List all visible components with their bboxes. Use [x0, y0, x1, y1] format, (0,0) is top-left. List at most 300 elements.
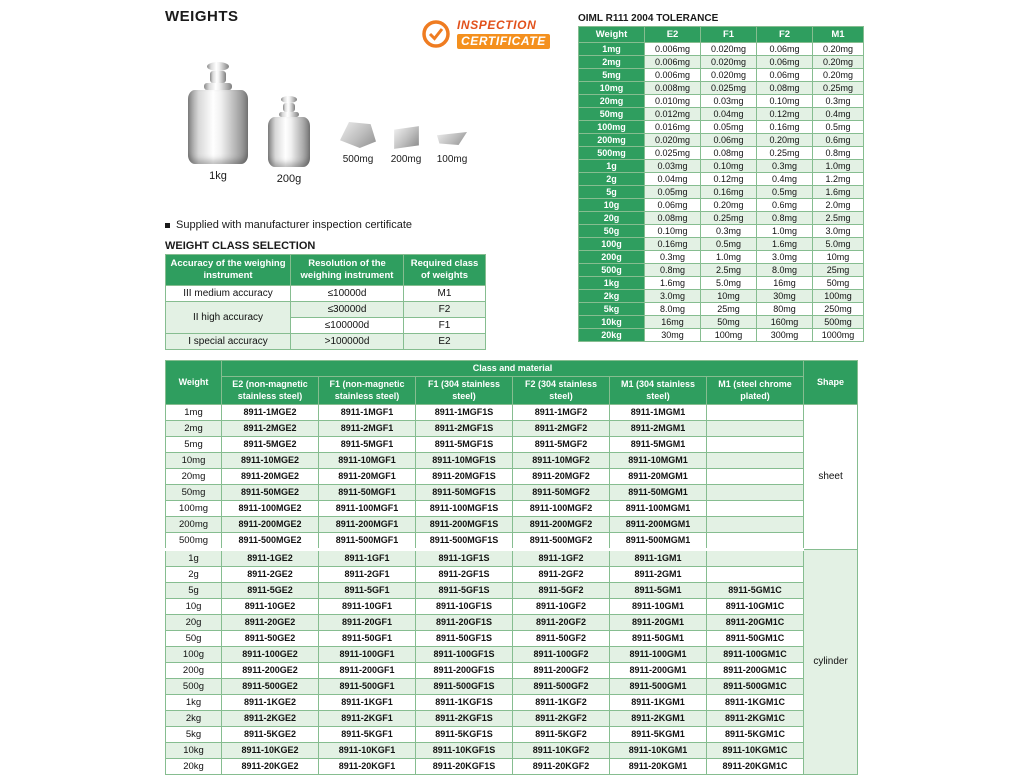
table-cell: 0.12mg	[757, 108, 813, 121]
table-cell: 8911-5KGF1	[319, 726, 416, 742]
feature-bullet	[165, 219, 412, 231]
table-cell: 1g	[166, 549, 222, 566]
weight-label-200mg: 200mg	[390, 154, 422, 165]
table-cell: 8911-1MGF2	[513, 404, 610, 420]
table-cell: 8911-100GM1	[610, 646, 707, 662]
table-cell: 8911-1MGE2	[222, 404, 319, 420]
table-cell: 1.0mg	[757, 225, 813, 238]
table-cell: 2.0mg	[813, 199, 864, 212]
table-cell: 8911-50GF1S	[416, 630, 513, 646]
table-cell: 8911-10MGF1	[319, 452, 416, 468]
table-cell: 8911-50MGE2	[222, 484, 319, 500]
table-cell: 1mg	[579, 43, 645, 56]
table-cell: 8911-2GF2	[513, 566, 610, 582]
feature-bullet-text: Supplied with manufacturer inspection certificate	[176, 219, 413, 231]
table-cell: 8911-2MGF1	[319, 420, 416, 436]
table-cell: 3.0mg	[757, 251, 813, 264]
weight-knob	[210, 71, 226, 83]
table-row	[166, 614, 858, 630]
table-cell: 8911-20KGM1	[610, 758, 707, 774]
table-cell: 20g	[579, 212, 645, 225]
table-cell: 8911-500MGF1S	[416, 532, 513, 549]
table-cell: 0.4mg	[757, 173, 813, 186]
table-cell: 0.04mg	[645, 173, 701, 186]
table-cell: 100g	[166, 646, 222, 662]
table-cell: 50mg	[813, 277, 864, 290]
table-cell: 8911-500GF1S	[416, 678, 513, 694]
table-row	[166, 758, 858, 774]
table-row	[579, 199, 864, 212]
table-cell: 8911-100MGF2	[513, 500, 610, 516]
table-cell: 8911-1KGM1C	[707, 694, 804, 710]
table-cell	[707, 549, 804, 566]
table-cell: 0.5mg	[757, 186, 813, 199]
table-cell: 8911-200MGF2	[513, 516, 610, 532]
table-row	[166, 436, 858, 452]
table-cell: 5kg	[579, 303, 645, 316]
table-cell: 8911-50GE2	[222, 630, 319, 646]
table-cell: 0.25mg	[757, 147, 813, 160]
table-cell: 8911-5KGE2	[222, 726, 319, 742]
table-row	[579, 238, 864, 251]
table-row	[166, 726, 858, 742]
badge-line2: CERTIFICATE	[457, 34, 550, 49]
table-cell: 0.016mg	[645, 121, 701, 134]
table-cell: 100mg	[166, 500, 222, 516]
column-header: M1 (304 stainless steel)	[610, 377, 707, 405]
table-cell: 8911-1KGF1	[319, 694, 416, 710]
table-row	[579, 147, 864, 160]
table-cell: 8911-1KGF1S	[416, 694, 513, 710]
table-row	[166, 710, 858, 726]
table-cell: 8911-500MGM1	[610, 532, 707, 549]
weight-label-200g: 200g	[276, 173, 302, 185]
table-cell: >100000d	[291, 333, 404, 349]
table-cell: 0.04mg	[701, 108, 757, 121]
table-cell: 8911-5GM1C	[707, 582, 804, 598]
table-row	[579, 251, 864, 264]
table-cell: 0.16mg	[701, 186, 757, 199]
table-cell: 8911-1KGM1	[610, 694, 707, 710]
table-cell: 10mg	[813, 251, 864, 264]
table-cell: 8911-2GF1S	[416, 566, 513, 582]
table-cell: 20kg	[166, 758, 222, 774]
column-header: Required class of weights	[404, 255, 486, 286]
table-cell: 0.020mg	[701, 56, 757, 69]
table-cell: 500mg	[166, 532, 222, 549]
table-cell: 10mg	[166, 452, 222, 468]
table-row	[579, 56, 864, 69]
table-cell: 0.20mg	[813, 56, 864, 69]
table-row	[166, 598, 858, 614]
column-header: F2	[757, 27, 813, 43]
table-cell: 8911-1GF2	[513, 549, 610, 566]
table-cell: 0.20mg	[757, 134, 813, 147]
table-cell: 0.025mg	[701, 82, 757, 95]
table-cell: 8911-2MGE2	[222, 420, 319, 436]
table-cell: 8911-20MGE2	[222, 468, 319, 484]
table-cell: 0.006mg	[645, 56, 701, 69]
table-cell: 8911-1MGF1	[319, 404, 416, 420]
table-cell: 500g	[579, 264, 645, 277]
table-cell	[707, 468, 804, 484]
table-cell: 8911-2KGM1	[610, 710, 707, 726]
table-cell: 25mg	[813, 264, 864, 277]
column-header: E2 (non-magnetic stainless steel)	[222, 377, 319, 405]
table-cell: 8911-5MGF2	[513, 436, 610, 452]
table-cell	[707, 436, 804, 452]
table-cell: 8911-20GM1	[610, 614, 707, 630]
table-cell: 8911-1GF1	[319, 549, 416, 566]
table-cell: 0.16mg	[645, 238, 701, 251]
table-row	[579, 186, 864, 199]
table-row	[166, 404, 858, 420]
table-row	[579, 134, 864, 147]
table-cell: 0.25mg	[813, 82, 864, 95]
sheet-weight-shape	[340, 122, 376, 148]
table-cell: 8911-50MGF1S	[416, 484, 513, 500]
table-cell: 8911-200GF2	[513, 662, 610, 678]
table-cell: 8911-20KGE2	[222, 758, 319, 774]
table-cell: 8911-1MGF1S	[416, 404, 513, 420]
catalog-table	[165, 360, 858, 775]
table-cell: 0.20mg	[813, 43, 864, 56]
table-cell: 5mg	[579, 69, 645, 82]
weight-body	[188, 90, 248, 164]
table-cell: 1.2mg	[813, 173, 864, 186]
table-cell: 0.25mg	[701, 212, 757, 225]
table-cell: 8911-5MGF1	[319, 436, 416, 452]
table-cell: 8911-10GF1S	[416, 598, 513, 614]
table-cell: 3.0mg	[645, 290, 701, 303]
table-cell: 8911-20KGF1S	[416, 758, 513, 774]
table-cell: 0.08mg	[757, 82, 813, 95]
table-row	[579, 290, 864, 303]
table-cell: 8911-100GF2	[513, 646, 610, 662]
table-cell: 0.020mg	[645, 134, 701, 147]
table-cell: 0.6mg	[757, 199, 813, 212]
table-cell: 0.10mg	[645, 225, 701, 238]
table-cell: 8911-2GM1	[610, 566, 707, 582]
weight-body	[268, 117, 310, 167]
table-cell: 8911-5MGM1	[610, 436, 707, 452]
table-cell: 8911-10GF2	[513, 598, 610, 614]
table-cell: 8911-50MGF2	[513, 484, 610, 500]
table-cell	[707, 516, 804, 532]
table-cell: 8911-1MGM1	[610, 404, 707, 420]
table-cell: 200g	[579, 251, 645, 264]
table-cell: 8911-20KGF2	[513, 758, 610, 774]
table-cell: 8911-50MGF1	[319, 484, 416, 500]
table-cell: 0.006mg	[645, 69, 701, 82]
column-header: Resolution of the weighing instrument	[291, 255, 404, 286]
weight-knob	[283, 103, 295, 112]
badge-line1: INSPECTION	[457, 18, 537, 32]
table-cell	[707, 420, 804, 436]
table-cell: 8911-20GF1S	[416, 614, 513, 630]
table-cell: 8911-2KGF2	[513, 710, 610, 726]
table-cell: 8911-10KGE2	[222, 742, 319, 758]
table-row	[579, 160, 864, 173]
table-cell: 8911-200GF1	[319, 662, 416, 678]
table-cell: 8911-10GF1	[319, 598, 416, 614]
column-header: Weight	[579, 27, 645, 43]
table-cell: 200g	[166, 662, 222, 678]
table-cell: 20mg	[579, 95, 645, 108]
table-cell: 0.8mg	[813, 147, 864, 160]
column-header: F1 (304 stainless steel)	[416, 377, 513, 405]
table-row	[166, 566, 858, 582]
table-cell: 8911-500MGE2	[222, 532, 319, 549]
table-cell: 8911-5GF1	[319, 582, 416, 598]
column-header: M1 (steel chrome plated)	[707, 377, 804, 405]
weight-label-100mg: 100mg	[436, 154, 468, 165]
table-row	[579, 316, 864, 329]
table-cell: 8911-500GE2	[222, 678, 319, 694]
table-cell: 0.3mg	[757, 160, 813, 173]
table-cell: 8911-50GM1	[610, 630, 707, 646]
table-cell: 30mg	[645, 329, 701, 342]
table-cell: 8911-500GM1	[610, 678, 707, 694]
table-row	[166, 301, 486, 317]
table-cell: 8911-5KGM1	[610, 726, 707, 742]
table-cell: 8911-2MGF2	[513, 420, 610, 436]
table-cell: 50mg	[701, 316, 757, 329]
table-cell: 1.6mg	[645, 277, 701, 290]
table-cell: F2	[404, 301, 486, 317]
table-row	[166, 630, 858, 646]
weight-collar	[204, 83, 232, 90]
table-cell: 8911-10MGF2	[513, 452, 610, 468]
table-cell: 8911-200GF1S	[416, 662, 513, 678]
table-cell	[707, 500, 804, 516]
table-row	[579, 82, 864, 95]
table-cell: 8911-500GF2	[513, 678, 610, 694]
table-row	[579, 43, 864, 56]
table-row	[579, 212, 864, 225]
table-row	[579, 264, 864, 277]
table-cell	[707, 484, 804, 500]
weight-knob-icon	[207, 62, 229, 71]
table-cell: 2mg	[166, 420, 222, 436]
table-cell: 8911-200GE2	[222, 662, 319, 678]
table-row	[579, 277, 864, 290]
table-cell: 0.020mg	[701, 43, 757, 56]
table-cell: 8911-50MGM1	[610, 484, 707, 500]
table-cell: 8911-200GM1	[610, 662, 707, 678]
table-cell	[707, 566, 804, 582]
table-row	[166, 662, 858, 678]
table-cell: 0.06mg	[757, 43, 813, 56]
table-cell: 20kg	[579, 329, 645, 342]
badge-text	[457, 18, 550, 50]
table-cell: 0.4mg	[813, 108, 864, 121]
table-cell: 8911-10KGF1S	[416, 742, 513, 758]
table-cell: 8911-1GM1	[610, 549, 707, 566]
table-cell: 8911-10MGM1	[610, 452, 707, 468]
table-cell: 8911-5KGF2	[513, 726, 610, 742]
table-cell: ≤10000d	[291, 285, 404, 301]
table-cell: 500mg	[579, 147, 645, 160]
table-row	[166, 582, 858, 598]
table-row	[166, 484, 858, 500]
table-cell: 20mg	[166, 468, 222, 484]
table-cell: 8911-5MGE2	[222, 436, 319, 452]
table-cell: 8911-20GM1C	[707, 614, 804, 630]
table-cell: 300mg	[757, 329, 813, 342]
table-cell: 0.5mg	[813, 121, 864, 134]
table-cell: 0.06mg	[757, 56, 813, 69]
table-cell: 0.03mg	[701, 95, 757, 108]
table-cell: cylinder	[804, 549, 858, 774]
table-cell: 0.025mg	[645, 147, 701, 160]
table-cell: 50mg	[166, 484, 222, 500]
bullet-square-icon	[165, 223, 170, 228]
weight-100mg-image	[432, 132, 472, 165]
table-cell: 0.3mg	[701, 225, 757, 238]
table-cell: 1g	[579, 160, 645, 173]
table-row	[166, 532, 858, 549]
table-cell: 1mg	[166, 404, 222, 420]
table-cell: 8911-500GM1C	[707, 678, 804, 694]
table-cell: 8911-10MGE2	[222, 452, 319, 468]
column-header-weight: Weight	[166, 361, 222, 405]
table-cell: 0.8mg	[645, 264, 701, 277]
table-cell: 2kg	[166, 710, 222, 726]
table-row	[166, 549, 858, 566]
table-cell: 1.6mg	[757, 238, 813, 251]
table-cell: 0.10mg	[757, 95, 813, 108]
table-cell: 30mg	[757, 290, 813, 303]
table-cell: 0.12mg	[701, 173, 757, 186]
table-cell: 0.010mg	[645, 95, 701, 108]
table-cell: 200mg	[166, 516, 222, 532]
table-cell: 0.03mg	[645, 160, 701, 173]
weight-1kg-image	[188, 62, 248, 182]
tolerance-table	[578, 26, 864, 342]
table-cell: 8911-10MGF1S	[416, 452, 513, 468]
table-cell: 0.06mg	[757, 69, 813, 82]
table-row	[579, 95, 864, 108]
table-cell: 8911-200MGF1	[319, 516, 416, 532]
table-cell: 0.08mg	[645, 212, 701, 225]
weight-500mg-image	[338, 122, 378, 165]
table-cell: 8911-200GM1C	[707, 662, 804, 678]
table-cell: 8911-2MGF1S	[416, 420, 513, 436]
weight-200mg-image	[388, 128, 424, 165]
table-cell: 8911-20MGM1	[610, 468, 707, 484]
table-cell: F1	[404, 317, 486, 333]
table-cell: 1kg	[166, 694, 222, 710]
table-cell: 3.0mg	[813, 225, 864, 238]
table-cell: 2mg	[579, 56, 645, 69]
table-cell: 25mg	[701, 303, 757, 316]
table-cell: 8911-10GE2	[222, 598, 319, 614]
table-cell: ≤100000d	[291, 317, 404, 333]
table-cell: 8911-50GF2	[513, 630, 610, 646]
table-cell: 0.16mg	[757, 121, 813, 134]
table-cell: 10g	[166, 598, 222, 614]
table-cell: 0.06mg	[645, 199, 701, 212]
column-header: F1	[701, 27, 757, 43]
table-cell: 8911-5MGF1S	[416, 436, 513, 452]
table-cell: 8911-1GE2	[222, 549, 319, 566]
table-cell: ≤30000d	[291, 301, 404, 317]
table-cell: 16mg	[645, 316, 701, 329]
table-cell: 0.20mg	[813, 69, 864, 82]
table-row	[166, 500, 858, 516]
table-cell: 0.05mg	[701, 121, 757, 134]
table-row	[579, 329, 864, 342]
table-cell: 0.05mg	[645, 186, 701, 199]
table-cell: 0.5mg	[701, 238, 757, 251]
table-cell: 0.6mg	[813, 134, 864, 147]
table-cell: 8911-5GM1	[610, 582, 707, 598]
class-selection-table	[165, 254, 486, 350]
table-cell: 8911-5KGM1C	[707, 726, 804, 742]
table-cell: 5.0mg	[701, 277, 757, 290]
tolerance-title: OIML R111 2004 TOLERANCE	[578, 13, 719, 24]
table-cell: 8911-200MGF1S	[416, 516, 513, 532]
table-cell: 2.5mg	[701, 264, 757, 277]
table-cell: 50mg	[579, 108, 645, 121]
table-cell: 5.0mg	[813, 238, 864, 251]
table-cell: 8911-1KGE2	[222, 694, 319, 710]
certificate-seal-icon	[420, 18, 452, 50]
table-cell: 8911-20MGF1S	[416, 468, 513, 484]
table-cell: 8911-10GM1C	[707, 598, 804, 614]
table-cell: 1.0mg	[813, 160, 864, 173]
table-row	[579, 303, 864, 316]
table-cell: 8911-100MGF1	[319, 500, 416, 516]
sheet-weight-shape	[437, 132, 467, 145]
table-cell	[707, 404, 804, 420]
table-cell: 200mg	[579, 134, 645, 147]
weight-label-1kg: 1kg	[209, 170, 227, 182]
column-header: E2	[645, 27, 701, 43]
table-cell: 2kg	[579, 290, 645, 303]
table-cell: 8911-100GM1C	[707, 646, 804, 662]
column-header: F2 (304 stainless steel)	[513, 377, 610, 405]
table-cell: 10g	[579, 199, 645, 212]
table-cell: 8911-20GF1	[319, 614, 416, 630]
table-cell: 8.0mg	[757, 264, 813, 277]
table-cell: 8911-10KGM1	[610, 742, 707, 758]
table-cell: 8911-5GF1S	[416, 582, 513, 598]
table-cell: 8911-20KGM1C	[707, 758, 804, 774]
table-cell: 80mg	[757, 303, 813, 316]
table-row	[579, 173, 864, 186]
table-cell: 0.3mg	[813, 95, 864, 108]
table-cell: 20g	[166, 614, 222, 630]
table-cell: 2g	[166, 566, 222, 582]
table-cell: E2	[404, 333, 486, 349]
table-cell: 2.5mg	[813, 212, 864, 225]
table-cell: 50g	[579, 225, 645, 238]
table-row	[166, 516, 858, 532]
table-cell: 8911-200MGM1	[610, 516, 707, 532]
table-cell: 8.0mg	[645, 303, 701, 316]
table-cell: 1000mg	[813, 329, 864, 342]
weight-label-500mg: 500mg	[342, 154, 374, 165]
table-cell: 8911-2KGE2	[222, 710, 319, 726]
table-cell: 5g	[579, 186, 645, 199]
weight-200g-image	[268, 96, 310, 185]
table-row	[166, 452, 858, 468]
table-cell: 8911-2KGF1	[319, 710, 416, 726]
table-cell: 500g	[166, 678, 222, 694]
table-cell: 8911-20GE2	[222, 614, 319, 630]
